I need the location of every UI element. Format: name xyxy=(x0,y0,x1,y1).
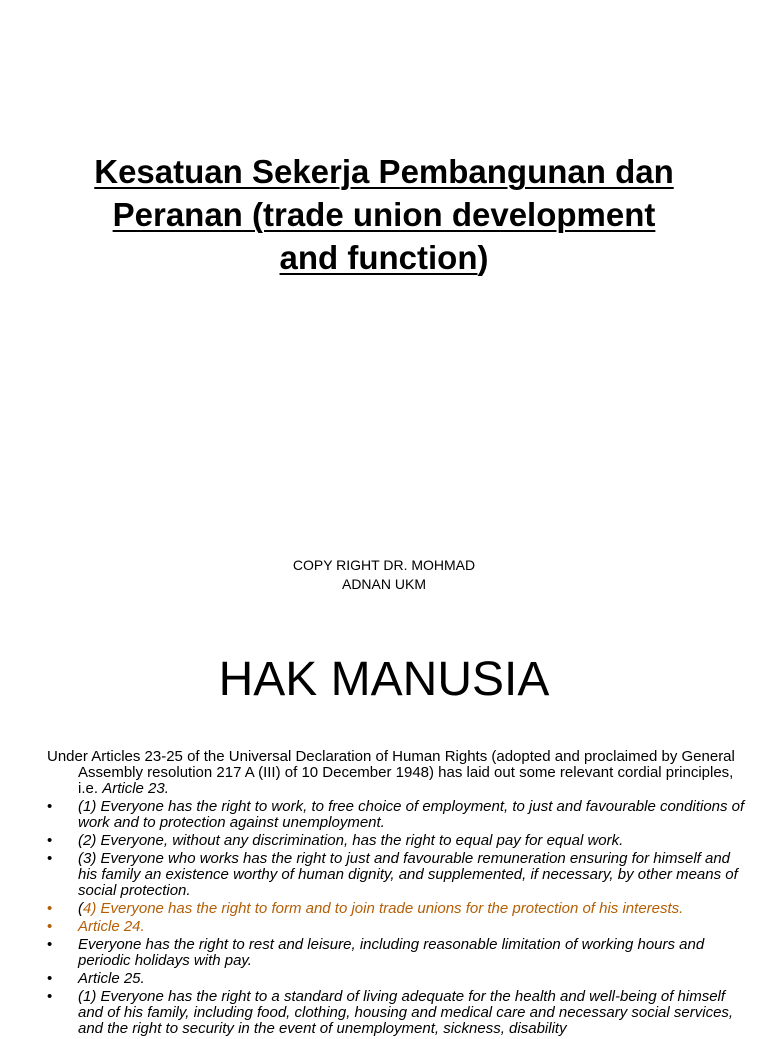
list-item-text: (2) Everyone, without any discrimination, has the right to equal pay for equal work. xyxy=(78,832,624,849)
bullet-icon: • xyxy=(47,900,53,917)
list-item-highlighted xyxy=(47,919,747,935)
list-item-highlighted xyxy=(47,901,747,917)
copyright-line-2: ADNAN UKM xyxy=(341,576,426,592)
bullet-icon: • xyxy=(47,918,53,935)
intro-emphasis: Article 23. xyxy=(102,780,169,797)
bullet-icon: • xyxy=(47,970,53,987)
copyright-notice xyxy=(184,556,584,594)
list-item-text: Article 25. xyxy=(78,970,145,987)
rights-list xyxy=(47,799,747,1037)
list-item xyxy=(47,989,747,1037)
title-line-3 xyxy=(60,236,708,279)
bullet-icon: • xyxy=(47,832,53,849)
bullet-icon: • xyxy=(47,988,53,1005)
title-line-3-tail: ) xyxy=(477,239,489,276)
list-item-text: Article 24. xyxy=(78,918,145,935)
slide-body xyxy=(47,749,747,1039)
title-line-1: Kesatuan Sekerja Pembangunan dan xyxy=(94,153,674,190)
list-item xyxy=(47,851,747,899)
list-item-text: 4) Everyone has the right to form and to join trade unions for the protection of his interests. xyxy=(83,900,684,917)
presentation-title xyxy=(60,150,708,279)
slide-heading: HAK MANUSIA xyxy=(218,653,550,706)
list-item xyxy=(47,937,747,969)
list-item-prefix: ( xyxy=(78,900,83,917)
list-item-text: (3) Everyone who works has the right to just and favourable remuneration ensuring for himself and his family an existence worthy of human dignity, and supplemented, if necessary, by other means of social protection. xyxy=(78,850,738,899)
list-item-text: (1) Everyone has the right to work, to free choice of employment, to just and favourable conditions of work and to protection against unemployment. xyxy=(78,798,745,831)
copyright-line-1: COPY RIGHT DR. MOHMAD xyxy=(292,557,476,573)
list-item xyxy=(47,799,747,831)
list-item-text: (1) Everyone has the right to a standard of living adequate for the health and well-being of himself and of his family, including food, clothing, housing and medical care and necessary social services, and the right to security in the event of unemployment, sickness, disability xyxy=(78,988,734,1037)
bullet-icon: • xyxy=(47,798,53,815)
title-line-3-underlined: and function xyxy=(279,239,478,276)
bullet-icon: • xyxy=(47,936,53,953)
list-item xyxy=(47,833,747,849)
bullet-icon: • xyxy=(47,850,53,867)
intro-paragraph xyxy=(47,749,747,797)
list-item xyxy=(47,971,747,987)
list-item-text: Everyone has the right to rest and leisure, including reasonable limitation of working hours and periodic holidays with pay. xyxy=(78,936,705,969)
intro-text: Under Articles 23-25 of the Universal Declaration of Human Rights (adopted and proclaimed by General Assembly resolution 217 A (III) of 10 December 1948) has laid out some relevant cordial principles, i.e. xyxy=(47,748,735,797)
title-line-2: Peranan (trade union development xyxy=(112,196,656,233)
human-rights-slide xyxy=(0,620,768,1037)
